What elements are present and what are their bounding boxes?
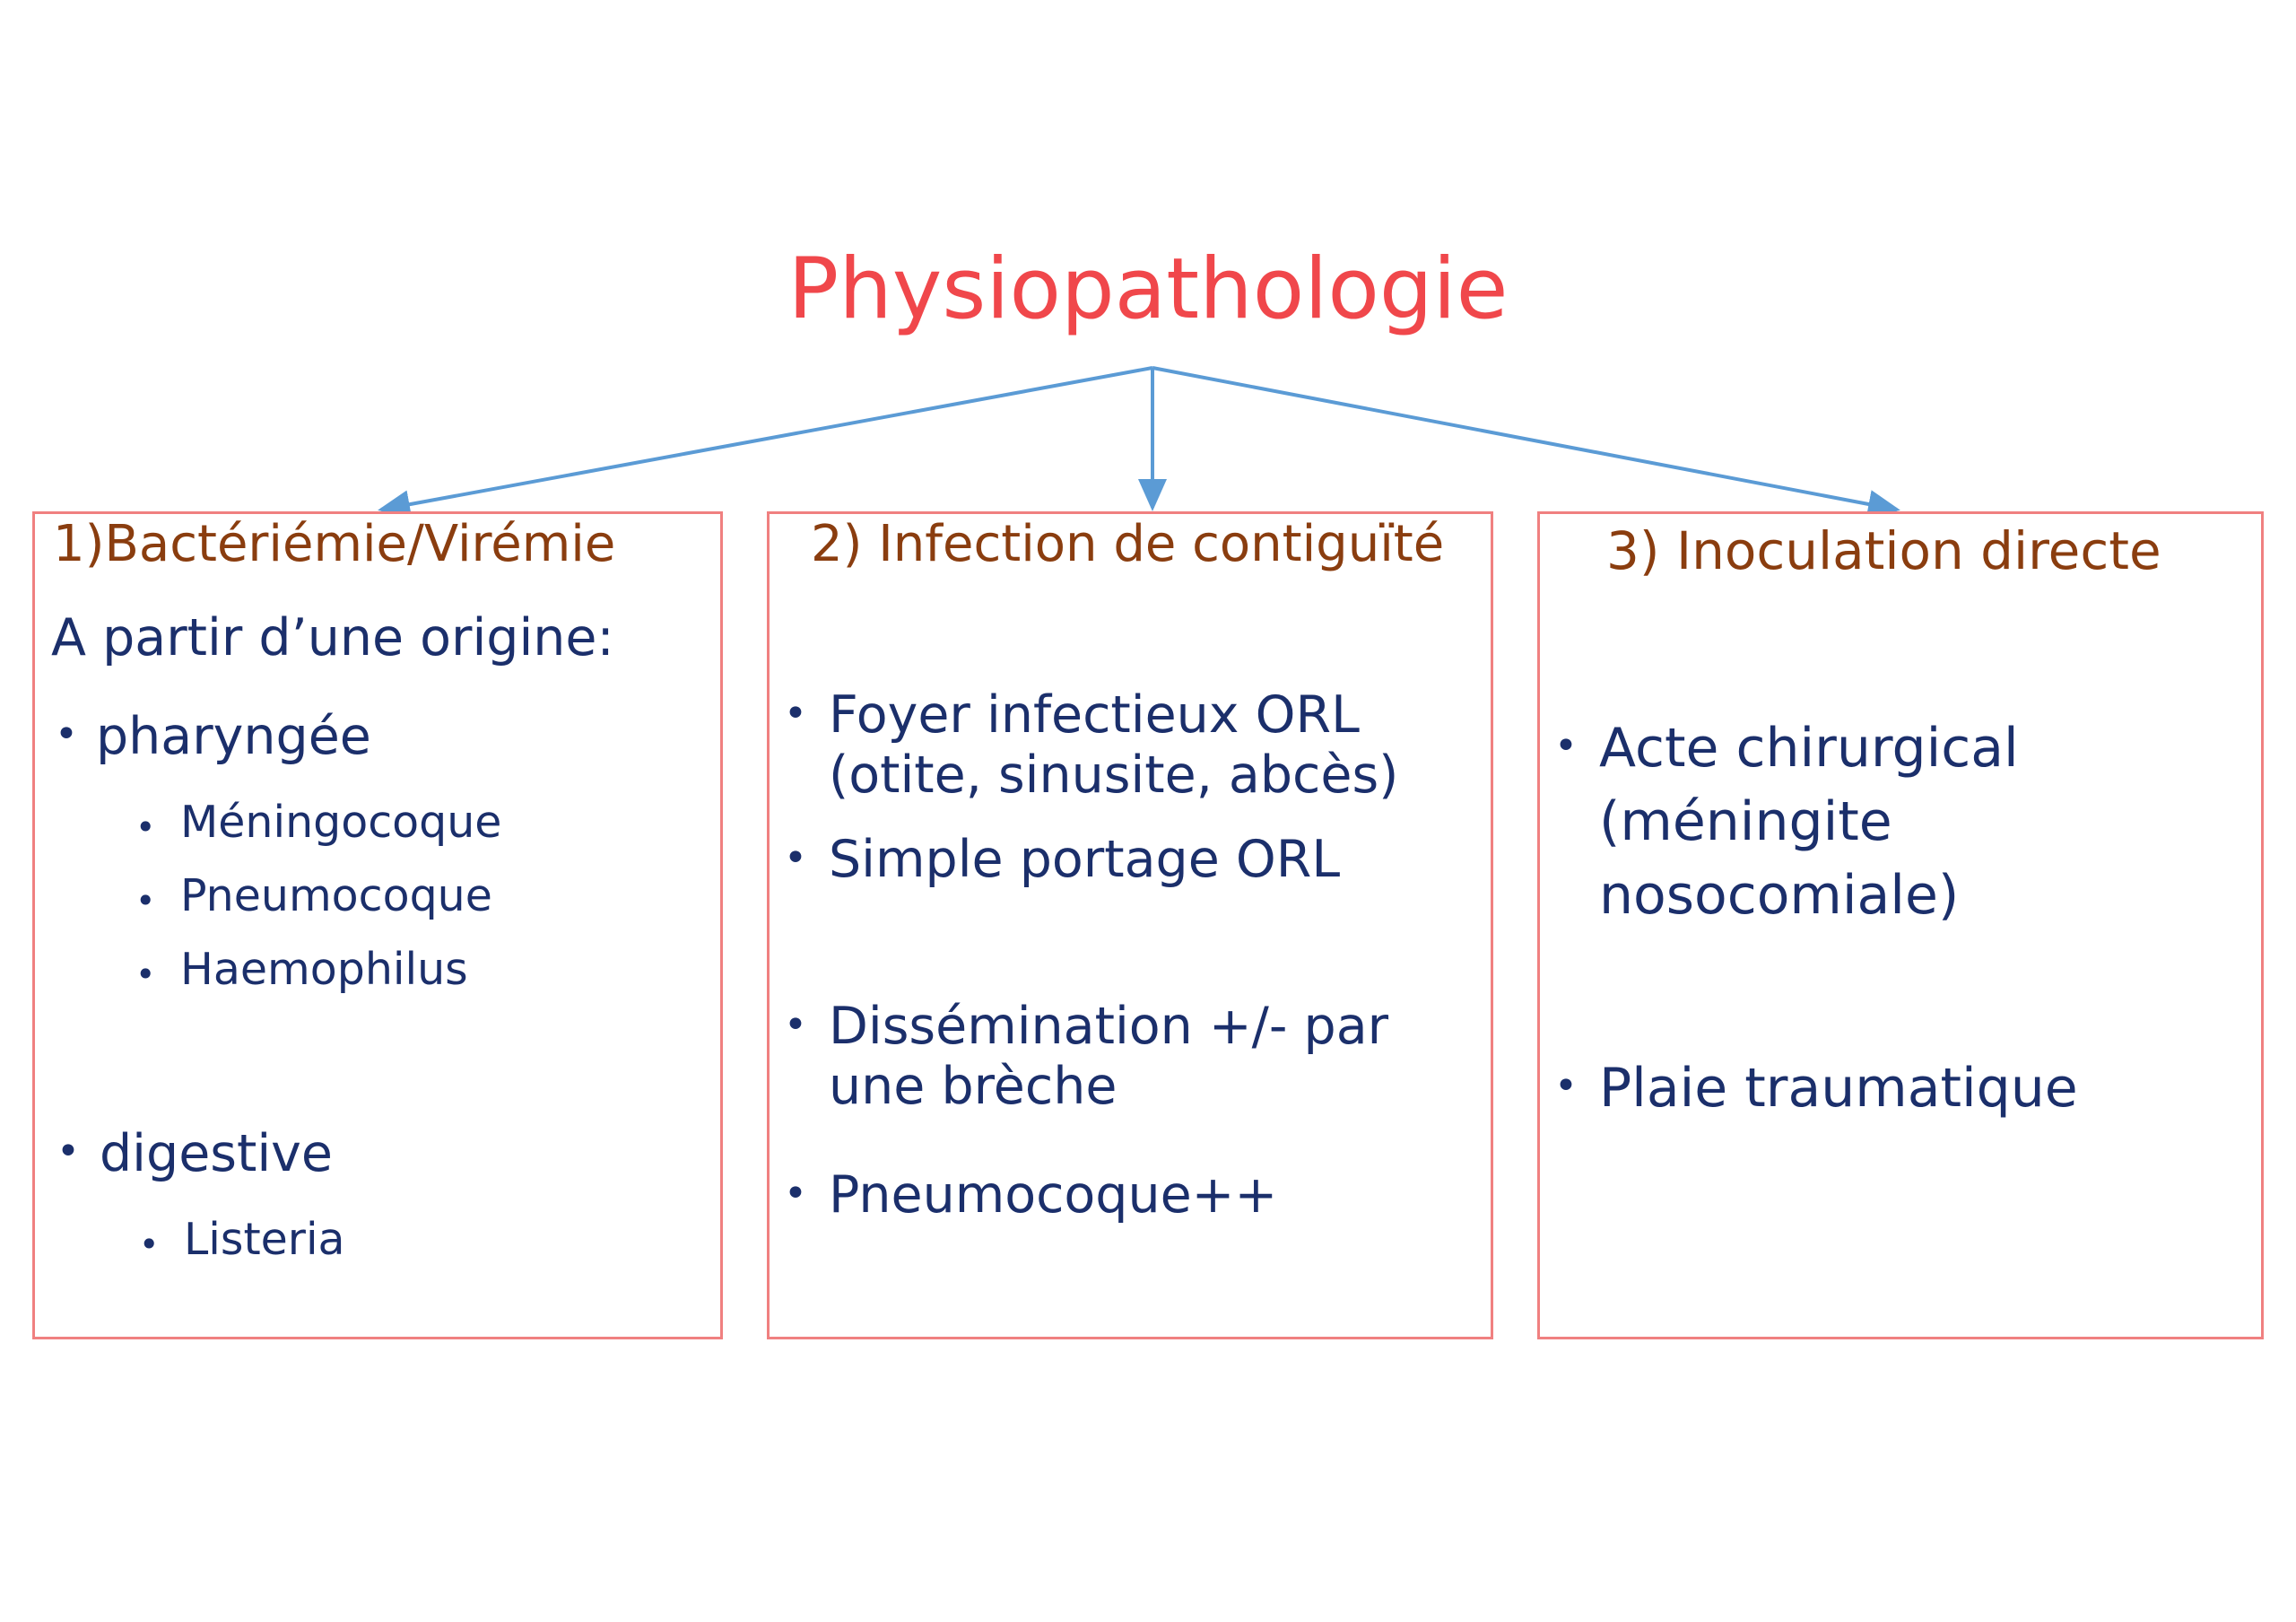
- item-plaie: Plaie traumatique: [1599, 1057, 2078, 1120]
- sub-item-pneumocoque: Pneumocoque: [180, 870, 492, 921]
- box2-heading: 2) Infection de contiguïté: [811, 515, 1445, 573]
- item-foyer-line2: (otite, sinusite, abcès): [829, 746, 1399, 805]
- bullet-icon: •: [1554, 723, 1578, 769]
- bullet-icon: •: [784, 1002, 807, 1048]
- bullet-icon: •: [57, 1129, 80, 1174]
- bullet-icon: •: [784, 1171, 807, 1216]
- box1-heading: 1)Bactériémie/Virémie: [53, 515, 616, 573]
- page-title: Physiopathologie: [787, 240, 1509, 338]
- bullet-icon: •: [784, 835, 807, 881]
- group-label-digestive: digestive: [100, 1124, 333, 1183]
- bullet-icon: •: [135, 881, 156, 920]
- box3-heading: 3) Inoculation directe: [1606, 520, 2161, 581]
- bullet-icon: •: [784, 691, 807, 737]
- item-acte-line3: nosocomiale): [1599, 864, 1960, 927]
- sub-item-meningocoque: Méningocoque: [180, 797, 502, 848]
- arrow-to-box1: [381, 368, 1152, 510]
- bullet-icon: •: [135, 807, 156, 847]
- item-pneumocoque: Pneumocoque++: [829, 1165, 1278, 1225]
- item-portage: Simple portage ORL: [829, 830, 1341, 889]
- bullet-icon: •: [135, 955, 156, 994]
- bullet-icon: •: [139, 1225, 160, 1264]
- box-infection-contiguite: [767, 511, 1493, 1339]
- item-acte-line1: Acte chirurgical: [1599, 717, 2019, 780]
- item-dissemination-line2: une brèche: [829, 1057, 1118, 1116]
- item-acte-line2: (méningite: [1599, 790, 1892, 853]
- arrow-to-box3: [1152, 368, 1897, 510]
- box-inoculation-directe: [1537, 511, 2264, 1339]
- group-label-pharyngee: pharyngée: [96, 707, 371, 766]
- bullet-icon: •: [55, 711, 78, 757]
- sub-item-haemophilus: Haemophilus: [180, 944, 468, 995]
- box1-intro: A partir d’une origine:: [51, 608, 614, 667]
- item-dissemination-line1: Dissémination +/- par: [829, 997, 1389, 1056]
- sub-item-listeria: Listeria: [184, 1214, 345, 1265]
- item-foyer-line1: Foyer infectieux ORL: [829, 685, 1360, 745]
- bullet-icon: •: [1554, 1063, 1578, 1109]
- box-bacteriemie: [32, 511, 723, 1339]
